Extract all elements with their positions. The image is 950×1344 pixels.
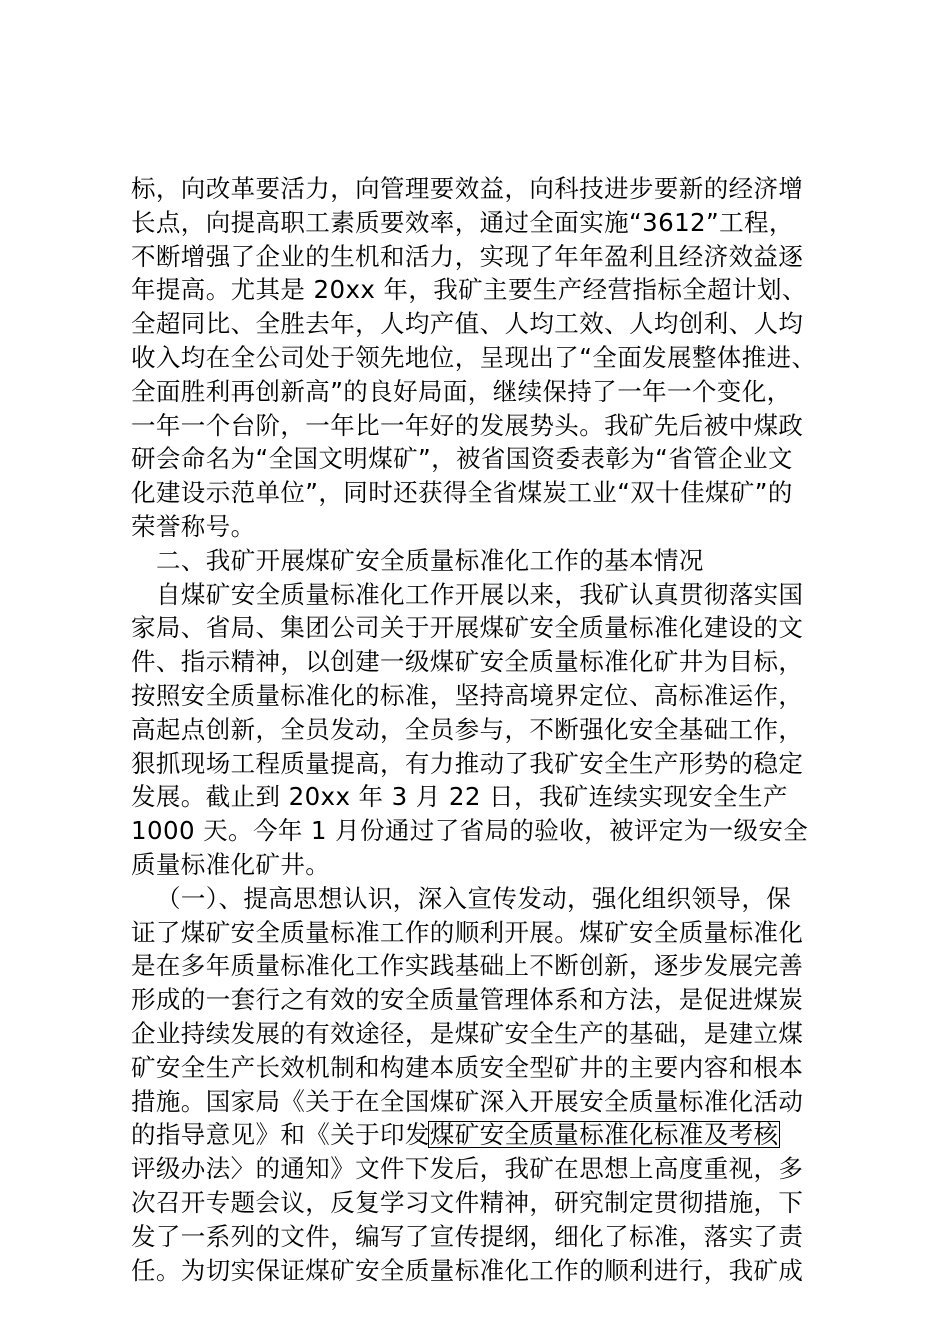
section-heading: 二、我矿开展煤矿安全质量标准化工作的基本情况 [156, 545, 704, 575]
text-line: 年提高。尤其是 20xx 年，我矿主要生产经营指标全超计划、 [131, 275, 807, 305]
text-line: 是在多年质量标准化工作实践基础上不断创新，逐步发展完善 [131, 951, 804, 981]
text-line: 评级办法〉的通知》文件下发后，我矿在思想上高度重视，多 [131, 1154, 804, 1184]
text-line: 不断增强了企业的生机和活力，实现了年年盈利且经济效益逐 [131, 241, 804, 271]
text-line: 企业持续发展的有效途径，是煤矿安全生产的基础，是建立煤 [131, 1018, 804, 1048]
text-line: 全面胜利再创新高”的良好局面，继续保持了一年一个变化， [131, 376, 792, 406]
text-line: 长点，向提高职工素质要效率，通过全面实施“3612”工程， [131, 207, 794, 237]
text-line: 次召开专题会议，反复学习文件精神，研究制定贯彻措施，下 [131, 1187, 804, 1217]
text-line: 荣誉称号。 [131, 511, 256, 541]
text-line: 质量标准化矿井。 [131, 849, 331, 879]
text-line: 任。为切实保证煤矿安全质量标准化工作的顺利进行，我矿成 [131, 1255, 804, 1285]
text-line: 高起点创新，全员发动，全员参与，不断强化安全基础工作， [131, 714, 804, 744]
document-body [131, 172, 826, 1287]
text-line: 狠抓现场工程质量提高，有力推动了我矿安全生产形势的稳定 [131, 748, 804, 778]
text-line: 研会命名为“全国文明煤矿”，被省国资委表彰为“省管企业文 [131, 444, 793, 474]
subsection-heading-line: （一）、提高思想认识，深入宣传发动，强化组织领导，保 [156, 883, 792, 913]
text-line: 矿安全生产长效机制和构建本质安全型矿井的主要内容和根本 [131, 1052, 804, 1082]
text-line: 一年一个台阶，一年比一年好的发展势头。我矿先后被中煤政 [131, 410, 804, 440]
text-line: 自煤矿安全质量标准化工作开展以来，我矿认真贯彻落实国 [156, 579, 804, 609]
text-line: 家局、省局、集团公司关于开展煤矿安全质量标准化建设的文 [131, 613, 804, 643]
text-fragment: 的指导意见》和《关于印发 [131, 1120, 430, 1150]
text-line [131, 1118, 826, 1152]
text-line: 发展。截止到 20xx 年 3 月 22 日，我矿连续实现安全生产 [131, 782, 788, 812]
text-line: 全超同比、全胜去年，人均产值、人均工效、人均创利、人均 [131, 309, 804, 339]
text-line: 按照安全质量标准化的标准，坚持高境界定位、高标准运作， [131, 680, 804, 710]
text-line: 措施。国家局《关于在全国煤矿深入开展安全质量标准化活动 [131, 1086, 804, 1116]
text-line: 1000 天。今年 1 月份通过了省局的验收，被评定为一级安全 [131, 816, 809, 846]
boxed-document-title: 煤矿安全质量标准化标准及考核 [429, 1120, 779, 1150]
text-line: 证了煤矿安全质量标准工作的顺利开展。煤矿安全质量标准化 [131, 917, 804, 947]
text-line: 形成的一套行之有效的安全质量管理体系和方法，是促进煤炭 [131, 985, 804, 1015]
text-line: 发了一系列的文件，编写了宣传提纲，细化了标准，落实了责 [131, 1221, 804, 1251]
text-line: 化建设示范单位”，同时还获得全省煤炭工业“双十佳煤矿”的 [131, 478, 793, 508]
text-line: 标，向改革要活力，向管理要效益，向科技进步要新的经济增 [131, 174, 804, 203]
text-line: 收入均在全公司处于领先地位，呈现出了“全面发展整体推进、 [131, 342, 817, 372]
text-line: 件、指示精神，以创建一级煤矿安全质量标准化矿井为目标， [131, 647, 804, 677]
